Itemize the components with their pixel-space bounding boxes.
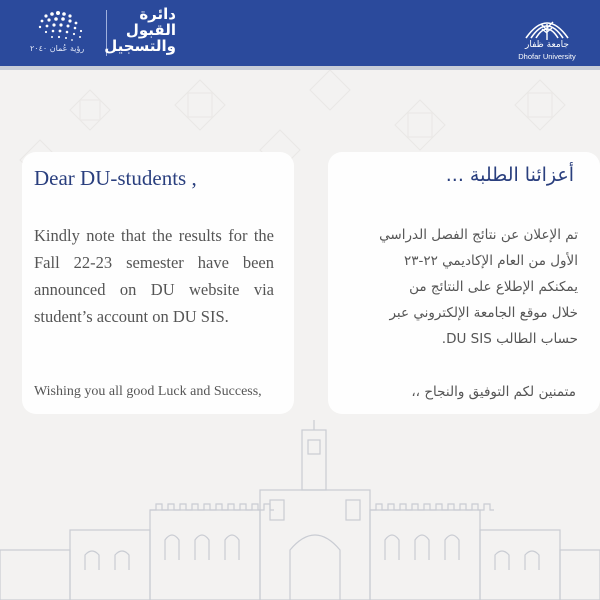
university-name-ar: جامعة ظفار — [525, 40, 569, 50]
dept-line-1: دائرة — [139, 5, 176, 23]
arabic-body-line: الأول من العام الإكاديمي ٢٢-٢٣ — [403, 253, 578, 269]
english-body: Kindly note that the results for the Fall 22-23 semester have been announced on DU website via student’s account on DU SIS. — [34, 226, 274, 326]
dept-line-3: والتسجيل — [104, 37, 176, 55]
arabic-title: أعزائنا الطلبة ... — [445, 164, 574, 186]
university-name-en: Dhofar University — [518, 52, 576, 61]
department-logo — [104, 5, 176, 62]
arabic-closing: متمنين لكم التوفيق والنجاح ،، — [411, 384, 576, 400]
dept-line-2: القبول — [125, 21, 176, 39]
arabic-body-line: يمكنكم الإطلاع على النتائج من — [409, 279, 578, 295]
arabic-body — [328, 222, 578, 352]
building-sketch-icon — [0, 420, 600, 600]
arabic-body-line: حساب الطالب DU SIS. — [441, 331, 578, 347]
arabic-body-line: خلال موقع الجامعة الإلكتروني عبر — [389, 305, 578, 321]
english-title: Dear DU-students , — [34, 166, 197, 190]
arabic-body-line: تم الإعلان عن نتائج الفصل الدراسي — [379, 227, 578, 243]
english-closing: Wishing you all good Luck and Success, — [34, 384, 262, 399]
vision-text: رؤية عُمان ٢٠٤٠ — [30, 44, 85, 53]
